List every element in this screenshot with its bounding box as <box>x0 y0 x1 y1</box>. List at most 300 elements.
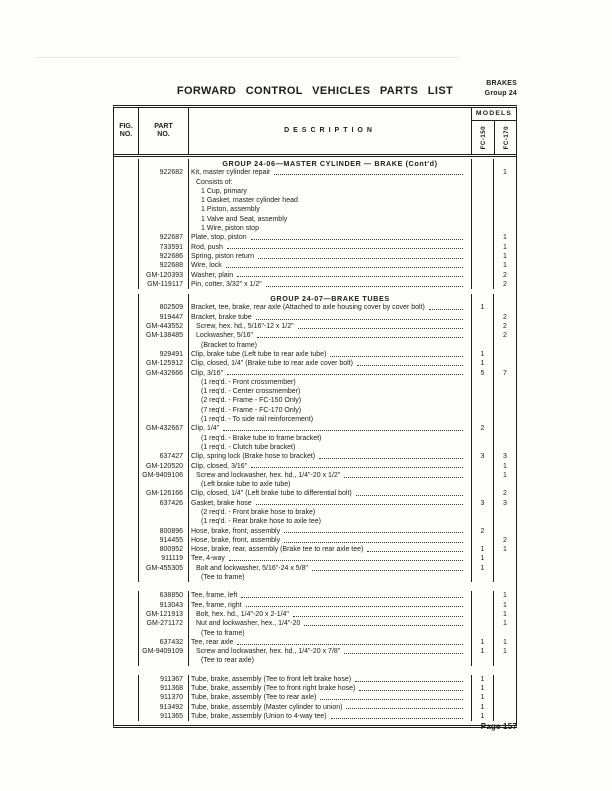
qty-fc170-cell: 1 <box>493 261 516 270</box>
qty-fc150-cell <box>471 187 493 196</box>
qty-fc150-cell <box>471 280 493 289</box>
models-header-group <box>471 108 516 154</box>
description-cell <box>188 564 471 573</box>
qty-fc170-cell: 2 <box>493 331 516 340</box>
description-header: DESCRIPTION <box>188 108 471 154</box>
description-text: Screw, hex. hd., 5/16"-12 x 1/2" <box>196 323 294 331</box>
fig-no-cell <box>114 443 138 452</box>
fig-no-cell <box>114 489 138 498</box>
qty-fc170-cell <box>493 178 516 187</box>
fig-no-cell <box>114 406 138 415</box>
description-cell <box>188 434 471 443</box>
description-text: (Left brake tube to axle tube) <box>201 481 291 489</box>
description-text: Tee, frame, left <box>191 592 238 600</box>
fig-no-cell <box>114 168 138 177</box>
fig-no-cell <box>114 196 138 205</box>
part-no-cell: GM-126166 <box>138 489 188 498</box>
table-row <box>114 341 516 350</box>
description-cell <box>188 243 471 252</box>
qty-fc150-cell <box>471 341 493 350</box>
qty-fc150-cell <box>471 517 493 526</box>
qty-fc170-cell: 1 <box>493 591 516 600</box>
dotted-leader <box>284 542 463 543</box>
qty-fc150-cell: 1 <box>471 684 493 693</box>
fig-no-cell <box>114 554 138 563</box>
part-no-cell: 911370 <box>138 693 188 702</box>
table-row <box>114 434 516 443</box>
part-no-cell: GM-432666 <box>138 369 188 378</box>
description-cell <box>188 554 471 563</box>
description-cell <box>188 196 471 205</box>
fig-no-cell <box>114 178 138 187</box>
fig-no-cell <box>114 629 138 638</box>
qty-fc150-cell <box>471 443 493 452</box>
fig-no-cell <box>114 684 138 693</box>
qty-fc170-cell: 3 <box>493 499 516 508</box>
fig-no-cell <box>114 294 138 303</box>
description-cell <box>188 424 471 433</box>
dotted-leader <box>237 276 463 277</box>
qty-fc170-cell <box>493 224 516 233</box>
description-cell <box>188 675 471 684</box>
fig-no-cell <box>114 647 138 656</box>
qty-fc170-cell <box>493 359 516 368</box>
page-scan-edge <box>35 57 459 58</box>
page-number: Page 157 <box>480 722 517 731</box>
table-row <box>114 675 516 684</box>
part-no-cell <box>138 215 188 224</box>
table-row <box>114 378 516 387</box>
table-body <box>114 157 516 725</box>
page-title: FORWARD CONTROL VEHICLES PARTS LIST <box>176 85 454 97</box>
description-cell <box>188 215 471 224</box>
description-text: (7 req'd. - Frame - FC-170 Only) <box>201 406 302 414</box>
description-cell <box>188 629 471 638</box>
qty-fc150-cell <box>471 252 493 261</box>
part-no-cell <box>138 656 188 665</box>
description-cell <box>188 224 471 233</box>
part-no-cell: GM-271172 <box>138 619 188 628</box>
qty-fc150-cell <box>471 610 493 619</box>
description-text: Nut and lockwasher, hex., 1/4"-20 <box>196 620 301 628</box>
fig-no-cell <box>114 359 138 368</box>
dotted-leader <box>227 248 463 249</box>
dotted-leader <box>227 374 463 375</box>
table-row <box>114 591 516 600</box>
description-cell <box>188 601 471 610</box>
description-cell <box>188 396 471 405</box>
part-no-cell: GM-125912 <box>138 359 188 368</box>
qty-fc170-cell <box>493 443 516 452</box>
qty-fc170-cell: 7 <box>493 369 516 378</box>
description-text: Tube, brake, assembly (Tee to front left brake hose) <box>191 675 352 683</box>
fig-no-cell <box>114 480 138 489</box>
part-no-cell: 922682 <box>138 168 188 177</box>
dotted-leader <box>367 551 463 552</box>
qty-fc150-cell: 1 <box>471 545 493 554</box>
qty-fc170-cell: 1 <box>493 471 516 480</box>
description-cell <box>188 462 471 471</box>
dotted-leader <box>241 597 463 598</box>
fig-no-cell <box>114 341 138 350</box>
description-cell <box>188 443 471 452</box>
section-title: GROUP 24-06—MASTER CYLINDER — BRAKE (Cont'd) <box>222 159 438 168</box>
table-row <box>114 554 516 563</box>
qty-fc150-cell <box>471 233 493 242</box>
description-text: Bracket, tee, brake, rear axle (Attached to axle housing cover by cover bolt) <box>191 304 425 312</box>
table-row <box>114 489 516 498</box>
dotted-leader <box>246 606 463 607</box>
dotted-leader <box>304 625 463 626</box>
description-cell <box>188 233 471 242</box>
qty-fc170-cell <box>493 573 516 582</box>
qty-fc170-cell <box>493 205 516 214</box>
description-text: Tube, brake, assembly (Tee to front right brake hose) <box>191 685 356 693</box>
row-spacer <box>114 582 516 591</box>
qty-fc150-cell <box>471 243 493 252</box>
description-cell <box>188 536 471 545</box>
table-row <box>114 647 516 656</box>
qty-fc170-cell: 1 <box>493 252 516 261</box>
part-header-line1: PART <box>154 122 173 130</box>
description-text: Bolt and lockwasher, 5/16"-24 x 5/8" <box>196 564 308 572</box>
part-no-cell: 733591 <box>138 243 188 252</box>
description-cell <box>188 369 471 378</box>
part-no-cell: 637427 <box>138 452 188 461</box>
dotted-leader <box>251 239 463 240</box>
part-no-cell <box>138 387 188 396</box>
dotted-leader <box>319 458 463 459</box>
table-row <box>114 168 516 177</box>
qty-fc150-cell: 1 <box>471 359 493 368</box>
description-cell <box>188 378 471 387</box>
fig-no-cell <box>114 508 138 517</box>
qty-fc150-cell <box>471 378 493 387</box>
qty-fc170-cell <box>493 675 516 684</box>
dotted-leader <box>223 430 463 431</box>
part-no-cell: GM-443552 <box>138 322 188 331</box>
table-header <box>114 108 516 157</box>
qty-fc150-cell <box>471 168 493 177</box>
description-cell <box>188 638 471 647</box>
qty-fc170-cell <box>493 415 516 424</box>
description-text: (1 req'd. - Rear brake hose to axle tee) <box>201 518 322 526</box>
fig-no-cell <box>114 712 138 721</box>
qty-fc150-cell <box>471 462 493 471</box>
qty-fc170-cell: 1 <box>493 233 516 242</box>
table-row <box>114 322 516 331</box>
fig-no-cell <box>114 378 138 387</box>
part-no-cell: 800896 <box>138 527 188 536</box>
dotted-leader <box>356 495 463 496</box>
fig-no-cell <box>114 331 138 340</box>
qty-fc150-cell <box>471 415 493 424</box>
qty-fc150-cell <box>471 224 493 233</box>
table-row <box>114 406 516 415</box>
qty-fc170-cell: 1 <box>493 462 516 471</box>
part-no-header <box>138 108 188 154</box>
qty-fc170-cell <box>493 517 516 526</box>
part-no-cell <box>138 629 188 638</box>
dotted-leader <box>357 365 463 366</box>
dotted-leader <box>330 356 463 357</box>
fc170-column-header <box>494 121 517 154</box>
part-header-line2: NO. <box>157 131 170 138</box>
qty-fc150-cell: 1 <box>471 554 493 563</box>
description-text: Tee, frame, right <box>191 601 242 609</box>
description-cell <box>188 415 471 424</box>
qty-fc150-cell <box>471 387 493 396</box>
dotted-leader <box>312 570 463 571</box>
qty-fc170-cell: 1 <box>493 243 516 252</box>
description-text: Clip, closed, 1/4" (Brake tube to rear axle cover bolt) <box>191 360 354 368</box>
fig-header-line2: NO. <box>119 131 133 138</box>
part-no-cell <box>138 396 188 405</box>
qty-fc170-cell: 1 <box>493 545 516 554</box>
dotted-leader <box>258 258 463 259</box>
description-text: (Tee to frame) <box>201 629 245 637</box>
part-no-cell: 911368 <box>138 684 188 693</box>
description-text: 1 Gasket, master cylinder head <box>201 197 298 205</box>
qty-fc150-cell <box>471 215 493 224</box>
qty-fc170-cell: 1 <box>493 647 516 656</box>
description-cell <box>188 499 471 508</box>
qty-fc150-cell <box>471 178 493 187</box>
part-no-cell: 929491 <box>138 350 188 359</box>
qty-fc150-cell <box>471 331 493 340</box>
dotted-leader <box>226 267 463 268</box>
qty-fc150-cell <box>471 406 493 415</box>
table-row <box>114 564 516 573</box>
table-row <box>114 215 516 224</box>
qty-fc150-cell: 5 <box>471 369 493 378</box>
dotted-leader <box>293 616 463 617</box>
qty-fc150-cell <box>471 471 493 480</box>
fig-no-cell <box>114 215 138 224</box>
table-row <box>114 527 516 536</box>
corner-group-label: Group 24 <box>484 89 517 97</box>
description-cell <box>188 619 471 628</box>
part-no-cell: 637432 <box>138 638 188 647</box>
qty-fc150-cell: 2 <box>471 527 493 536</box>
description-cell <box>188 271 471 280</box>
fig-no-cell <box>114 517 138 526</box>
dotted-leader <box>320 699 463 700</box>
part-no-cell: 800952 <box>138 545 188 554</box>
table-row <box>114 313 516 322</box>
description-text: Washer, plain <box>191 271 234 279</box>
table-row <box>114 638 516 647</box>
qty-fc150-cell <box>471 591 493 600</box>
table-row <box>114 261 516 270</box>
description-cell <box>188 303 471 312</box>
qty-fc170-cell <box>493 406 516 415</box>
table-row <box>114 545 516 554</box>
table-row <box>114 350 516 359</box>
description-cell <box>188 684 471 693</box>
table-row <box>114 508 516 517</box>
corner-brakes-label: BRAKES <box>486 80 517 87</box>
description-text: Bolt, hex. hd., 1/4"-20 x 2-1/4" <box>196 610 289 618</box>
description-text: (Tee to frame) <box>201 574 245 582</box>
description-cell <box>188 573 471 582</box>
qty-fc150-cell <box>471 480 493 489</box>
dotted-leader <box>331 718 463 719</box>
description-text: 1 Valve and Seat, assembly <box>201 215 288 223</box>
part-no-cell: GM-121913 <box>138 610 188 619</box>
dotted-leader <box>355 681 463 682</box>
table-row <box>114 610 516 619</box>
description-text: (1 req'd. - To side rail reinforcement) <box>201 416 314 424</box>
qty-fc170-cell <box>493 480 516 489</box>
table-row <box>114 452 516 461</box>
description-cell <box>188 452 471 461</box>
table-row <box>114 252 516 261</box>
dotted-leader <box>251 467 463 468</box>
description-cell <box>188 545 471 554</box>
qty-fc170-cell <box>493 656 516 665</box>
table-row <box>114 178 516 187</box>
description-text: Clip, closed, 1/4" (Left brake tube to differential bolt) <box>191 490 352 498</box>
qty-fc170-cell <box>493 341 516 350</box>
description-cell <box>188 387 471 396</box>
description-cell <box>188 610 471 619</box>
table-row <box>114 480 516 489</box>
description-text: Bracket, brake tube <box>191 313 252 321</box>
table-row <box>114 712 516 721</box>
table-row <box>114 243 516 252</box>
table-row <box>114 387 516 396</box>
fc150-column-header <box>472 121 494 154</box>
part-no-cell <box>138 415 188 424</box>
description-text: (1 req'd. - Front crossmember) <box>201 378 296 386</box>
description-cell <box>188 406 471 415</box>
fig-no-cell <box>114 187 138 196</box>
description-cell <box>188 647 471 656</box>
fig-no-cell <box>114 322 138 331</box>
fig-no-cell <box>114 387 138 396</box>
qty-fc150-cell <box>471 489 493 498</box>
qty-fc150-cell <box>471 656 493 665</box>
dotted-leader <box>344 653 463 654</box>
qty-fc150-cell: 1 <box>471 647 493 656</box>
description-cell <box>188 359 471 368</box>
part-no-cell: 637426 <box>138 499 188 508</box>
qty-fc170-cell <box>493 712 516 721</box>
qty-fc170-cell <box>493 629 516 638</box>
qty-fc150-cell <box>471 205 493 214</box>
fig-no-cell <box>114 601 138 610</box>
qty-fc170-cell <box>493 387 516 396</box>
qty-fc170-cell <box>493 350 516 359</box>
table-row <box>114 499 516 508</box>
fig-no-cell <box>114 573 138 582</box>
part-no-cell <box>138 224 188 233</box>
description-text: 1 Wire, piston stop <box>201 225 259 233</box>
description-text: Clip, brake tube (Left tube to rear axle tube) <box>191 350 327 358</box>
part-no-cell: 922686 <box>138 252 188 261</box>
description-text: Kit, master cylinder repair <box>191 169 271 177</box>
description-cell <box>188 508 471 517</box>
part-no-cell: 913492 <box>138 703 188 712</box>
dotted-leader <box>359 690 463 691</box>
table-row <box>114 280 516 289</box>
qty-fc170-cell <box>493 703 516 712</box>
qty-fc150-cell <box>471 159 493 168</box>
qty-fc150-cell: 2 <box>471 424 493 433</box>
qty-fc150-cell: 1 <box>471 703 493 712</box>
qty-fc170-cell: 2 <box>493 536 516 545</box>
qty-fc170-cell: 2 <box>493 489 516 498</box>
qty-fc170-cell: 1 <box>493 168 516 177</box>
description-cell <box>188 159 471 168</box>
fc170-label: FC-170 <box>502 125 510 150</box>
qty-fc170-cell <box>493 554 516 563</box>
qty-fc150-cell: 1 <box>471 350 493 359</box>
part-no-cell: GM-9409109 <box>138 647 188 656</box>
part-no-cell: 911119 <box>138 554 188 563</box>
qty-fc170-cell <box>493 508 516 517</box>
description-cell <box>188 527 471 536</box>
qty-fc150-cell: 1 <box>471 303 493 312</box>
description-cell <box>188 517 471 526</box>
description-cell <box>188 294 471 303</box>
fig-no-cell <box>114 462 138 471</box>
qty-fc170-cell: 3 <box>493 452 516 461</box>
fig-no-cell <box>114 252 138 261</box>
qty-fc170-cell <box>493 294 516 303</box>
qty-fc150-cell <box>471 573 493 582</box>
fc150-label: FC-150 <box>479 125 487 150</box>
table-row <box>114 331 516 340</box>
part-no-cell <box>138 178 188 187</box>
qty-fc150-cell <box>471 261 493 270</box>
fig-no-cell <box>114 527 138 536</box>
description-text: (1 req'd. - Brake tube to frame bracket) <box>201 434 322 442</box>
description-text: Screw and lockwasher, hex. hd., 1/4"-20 x 1/2" <box>196 471 341 479</box>
qty-fc170-cell: 1 <box>493 610 516 619</box>
table-row <box>114 205 516 214</box>
qty-fc150-cell <box>471 536 493 545</box>
fig-no-cell <box>114 656 138 665</box>
part-no-cell: 913043 <box>138 601 188 610</box>
table-row <box>114 619 516 628</box>
fig-no-cell <box>114 396 138 405</box>
description-text: Hose, brake, front, assembly <box>191 527 281 535</box>
qty-fc170-cell: 2 <box>493 280 516 289</box>
part-no-cell: GM-455305 <box>138 564 188 573</box>
fig-no-cell <box>114 703 138 712</box>
part-no-cell: GM-138485 <box>138 331 188 340</box>
part-no-cell <box>138 341 188 350</box>
dotted-leader <box>429 309 463 310</box>
description-cell <box>188 471 471 480</box>
description-text: Clip, 1/4" <box>191 425 220 433</box>
part-no-cell <box>138 159 188 168</box>
qty-fc170-cell <box>493 378 516 387</box>
qty-fc150-cell: 1 <box>471 564 493 573</box>
qty-fc170-cell <box>493 396 516 405</box>
qty-fc170-cell <box>493 424 516 433</box>
fig-no-cell <box>114 471 138 480</box>
description-cell <box>188 322 471 331</box>
table-row <box>114 303 516 312</box>
fig-no-cell <box>114 545 138 554</box>
part-no-cell: GM-9409106 <box>138 471 188 480</box>
description-text: Rod, push <box>191 243 223 251</box>
description-cell <box>188 178 471 187</box>
part-no-cell: GM-120393 <box>138 271 188 280</box>
